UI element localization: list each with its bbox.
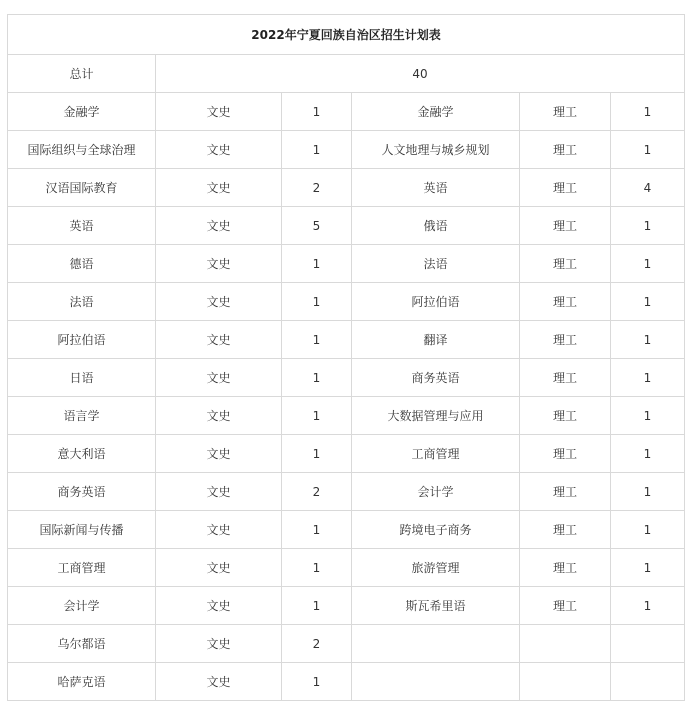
- left-count-cell: 5: [282, 207, 352, 245]
- left-category-cell: 文史: [156, 207, 282, 245]
- left-major-cell: 商务英语: [8, 473, 156, 511]
- left-category-cell: 文史: [156, 321, 282, 359]
- right-major-cell: 阿拉伯语: [352, 283, 520, 321]
- right-count-cell: 1: [611, 245, 685, 283]
- left-category-cell: 文史: [156, 359, 282, 397]
- right-category-cell: 理工: [520, 207, 611, 245]
- right-count-cell: 1: [611, 207, 685, 245]
- right-major-cell: [352, 663, 520, 701]
- table-row: [8, 625, 685, 663]
- right-major-cell: 斯瓦希里语: [352, 587, 520, 625]
- left-major-cell: 哈萨克语: [8, 663, 156, 701]
- right-category-cell: 理工: [520, 283, 611, 321]
- left-category-cell: 文史: [156, 625, 282, 663]
- left-major-cell: 会计学: [8, 587, 156, 625]
- left-major-cell: 国际新闻与传播: [8, 511, 156, 549]
- left-category-cell: 文史: [156, 435, 282, 473]
- left-major-cell: 金融学: [8, 93, 156, 131]
- right-category-cell: 理工: [520, 169, 611, 207]
- right-category-cell: 理工: [520, 93, 611, 131]
- table-row: [8, 435, 685, 473]
- table-row: [8, 587, 685, 625]
- left-count-cell: 1: [282, 283, 352, 321]
- right-count-cell: 4: [611, 169, 685, 207]
- table-row: [8, 511, 685, 549]
- left-count-cell: 1: [282, 587, 352, 625]
- right-category-cell: 理工: [520, 359, 611, 397]
- right-major-cell: [352, 625, 520, 663]
- right-major-cell: 旅游管理: [352, 549, 520, 587]
- left-count-cell: 1: [282, 93, 352, 131]
- right-count-cell: [611, 625, 685, 663]
- right-count-cell: [611, 663, 685, 701]
- total-value: 40: [156, 55, 685, 93]
- right-count-cell: 1: [611, 93, 685, 131]
- right-major-cell: 大数据管理与应用: [352, 397, 520, 435]
- left-count-cell: 1: [282, 359, 352, 397]
- left-major-cell: 德语: [8, 245, 156, 283]
- left-count-cell: 1: [282, 663, 352, 701]
- right-major-cell: 法语: [352, 245, 520, 283]
- right-major-cell: 英语: [352, 169, 520, 207]
- right-category-cell: 理工: [520, 473, 611, 511]
- table-row: [8, 549, 685, 587]
- right-category-cell: 理工: [520, 511, 611, 549]
- right-category-cell: 理工: [520, 549, 611, 587]
- right-major-cell: 商务英语: [352, 359, 520, 397]
- title-row: [8, 15, 685, 55]
- right-major-cell: 俄语: [352, 207, 520, 245]
- right-category-cell: 理工: [520, 321, 611, 359]
- right-count-cell: 1: [611, 511, 685, 549]
- right-count-cell: 1: [611, 587, 685, 625]
- table-row: [8, 359, 685, 397]
- table-row: [8, 397, 685, 435]
- left-category-cell: 文史: [156, 511, 282, 549]
- right-major-cell: 跨境电子商务: [352, 511, 520, 549]
- right-major-cell: 工商管理: [352, 435, 520, 473]
- table-row: [8, 131, 685, 169]
- left-category-cell: 文史: [156, 283, 282, 321]
- left-category-cell: 文史: [156, 93, 282, 131]
- table-row: [8, 663, 685, 701]
- left-major-cell: 日语: [8, 359, 156, 397]
- right-category-cell: [520, 625, 611, 663]
- left-count-cell: 1: [282, 321, 352, 359]
- left-count-cell: 2: [282, 473, 352, 511]
- left-count-cell: 1: [282, 435, 352, 473]
- right-count-cell: 1: [611, 359, 685, 397]
- right-category-cell: 理工: [520, 131, 611, 169]
- table-row: [8, 207, 685, 245]
- total-label: 总计: [8, 55, 156, 93]
- left-major-cell: 阿拉伯语: [8, 321, 156, 359]
- left-count-cell: 2: [282, 625, 352, 663]
- table-row: [8, 93, 685, 131]
- left-category-cell: 文史: [156, 397, 282, 435]
- right-category-cell: 理工: [520, 245, 611, 283]
- table-row: [8, 473, 685, 511]
- right-count-cell: 1: [611, 435, 685, 473]
- right-major-cell: 金融学: [352, 93, 520, 131]
- right-count-cell: 1: [611, 397, 685, 435]
- enrollment-plan-container: [7, 14, 685, 701]
- left-count-cell: 1: [282, 397, 352, 435]
- right-major-cell: 会计学: [352, 473, 520, 511]
- left-category-cell: 文史: [156, 663, 282, 701]
- left-major-cell: 法语: [8, 283, 156, 321]
- left-major-cell: 乌尔都语: [8, 625, 156, 663]
- right-count-cell: 1: [611, 321, 685, 359]
- left-category-cell: 文史: [156, 587, 282, 625]
- right-category-cell: [520, 663, 611, 701]
- table-row: [8, 283, 685, 321]
- right-count-cell: 1: [611, 473, 685, 511]
- right-major-cell: 翻译: [352, 321, 520, 359]
- enrollment-plan-table: [7, 14, 685, 701]
- table-row: [8, 245, 685, 283]
- table-body: [8, 15, 685, 701]
- right-category-cell: 理工: [520, 397, 611, 435]
- right-major-cell: 人文地理与城乡规划: [352, 131, 520, 169]
- left-major-cell: 国际组织与全球治理: [8, 131, 156, 169]
- left-count-cell: 1: [282, 549, 352, 587]
- right-count-cell: 1: [611, 131, 685, 169]
- left-major-cell: 汉语国际教育: [8, 169, 156, 207]
- right-count-cell: 1: [611, 283, 685, 321]
- left-category-cell: 文史: [156, 131, 282, 169]
- left-category-cell: 文史: [156, 245, 282, 283]
- table-title: 2022年宁夏回族自治区招生计划表: [8, 15, 685, 55]
- left-count-cell: 1: [282, 245, 352, 283]
- right-category-cell: 理工: [520, 435, 611, 473]
- left-major-cell: 语言学: [8, 397, 156, 435]
- right-count-cell: 1: [611, 549, 685, 587]
- left-major-cell: 意大利语: [8, 435, 156, 473]
- left-count-cell: 2: [282, 169, 352, 207]
- right-category-cell: 理工: [520, 587, 611, 625]
- left-category-cell: 文史: [156, 473, 282, 511]
- table-row: [8, 169, 685, 207]
- left-count-cell: 1: [282, 131, 352, 169]
- total-row: [8, 55, 685, 93]
- left-count-cell: 1: [282, 511, 352, 549]
- left-major-cell: 工商管理: [8, 549, 156, 587]
- left-category-cell: 文史: [156, 169, 282, 207]
- table-row: [8, 321, 685, 359]
- left-major-cell: 英语: [8, 207, 156, 245]
- left-category-cell: 文史: [156, 549, 282, 587]
